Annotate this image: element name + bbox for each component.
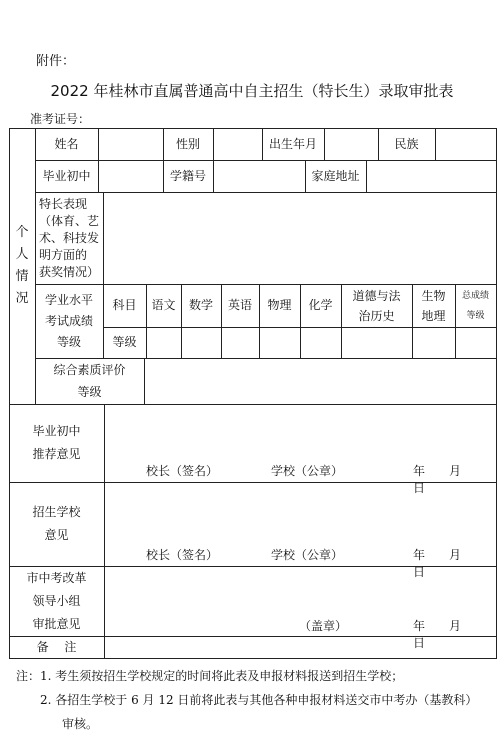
grade-field[interactable] [412, 327, 455, 358]
approval-field[interactable] [104, 566, 496, 614]
note-line-3: 审核。 [62, 717, 99, 731]
grade-field[interactable] [146, 327, 181, 358]
notes-prefix: 注： [16, 669, 41, 683]
student-id-field[interactable] [213, 160, 305, 192]
form-title: 2022 年桂林市直属普通高中自主招生（特长生）录取审批表 [50, 82, 454, 100]
date-line: 年 月 日 [413, 548, 486, 579]
ethnicity-label: 民族 [394, 136, 419, 151]
quality-evaluation-label: 综合素质评价 等级 [53, 363, 126, 399]
gender-field[interactable] [213, 128, 262, 160]
address-label: 家庭地址 [311, 168, 360, 183]
subject-chemistry: 化学 [308, 298, 333, 313]
grade-header: 等级 [112, 335, 137, 350]
notes-section [16, 664, 477, 736]
grade-field[interactable] [300, 327, 341, 358]
date-line: 年 月 日 [413, 464, 486, 495]
admission-label: 招生学校 意见 [32, 505, 81, 542]
recommend-label: 毕业初中 推荐意见 [32, 424, 81, 461]
subject-math: 数学 [188, 298, 213, 313]
grade-field[interactable] [221, 327, 259, 358]
ethnicity-field[interactable] [435, 128, 496, 160]
subject-chinese: 语文 [151, 298, 176, 313]
principal-signature: 校长（签名） [146, 464, 219, 478]
student-id-label: 学籍号 [169, 168, 206, 183]
ticket-number-label: 准考证号： [30, 112, 91, 126]
grade-field[interactable] [181, 327, 221, 358]
academic-level-label: 学业水平 考试成绩 等级 [44, 292, 93, 349]
personal-info-label: 个 人 情 况 [15, 225, 29, 306]
subject-header: 科目 [112, 298, 137, 313]
grade-field[interactable] [341, 327, 412, 358]
form-border-bottom [9, 658, 496, 659]
grade-field[interactable] [455, 327, 496, 358]
remarks-field[interactable] [104, 636, 496, 658]
quality-evaluation-field[interactable] [144, 358, 496, 404]
school-label: 毕业初中 [42, 168, 91, 183]
note-line-2: 2. 各招生学校于 6 月 12 日前将此表与其他各种申报材料送交市中考办（基教科） [40, 693, 478, 707]
school-seal: 学校（公章） [271, 464, 344, 478]
birth-label: 出生年月 [268, 136, 317, 151]
name-field[interactable] [98, 128, 163, 160]
subject-biology-geography: 生物 地理 [421, 288, 446, 323]
name-label: 姓名 [54, 136, 79, 151]
note-text: 1. 考生须按招生学校规定的时间将此表及申报材料报送到招生学校； [40, 669, 404, 683]
admission-field[interactable] [104, 482, 496, 544]
total-grade-label: 总成绩 等级 [461, 290, 489, 321]
specialty-field[interactable] [103, 192, 496, 284]
recommend-field[interactable] [104, 404, 496, 460]
subject-physics: 物理 [267, 298, 292, 313]
date-line: 年 月 日 [413, 619, 486, 650]
address-field[interactable] [366, 160, 496, 192]
specialty-label: 特长表现 （体育、艺 术、科技发 明方面的 获奖情况） [39, 196, 100, 279]
gender-label: 性别 [175, 136, 200, 151]
birth-field[interactable] [324, 128, 378, 160]
note-line-1 [16, 664, 477, 688]
school-field[interactable] [98, 160, 163, 192]
grade-field[interactable] [259, 327, 300, 358]
seal-label: （盖章） [299, 619, 348, 633]
subject-english: 英语 [227, 298, 252, 313]
attachment-label: 附件： [36, 54, 76, 69]
approval-form-table [9, 128, 496, 658]
approval-label: 市中考改革 领导小组 审批意见 [26, 570, 87, 631]
subject-ethics-history: 道德与法 治历史 [352, 288, 401, 323]
form-border-right [496, 128, 497, 659]
school-seal: 学校（公章） [271, 548, 344, 562]
remarks-label: 备 注 [36, 639, 77, 654]
principal-signature: 校长（签名） [146, 548, 219, 562]
